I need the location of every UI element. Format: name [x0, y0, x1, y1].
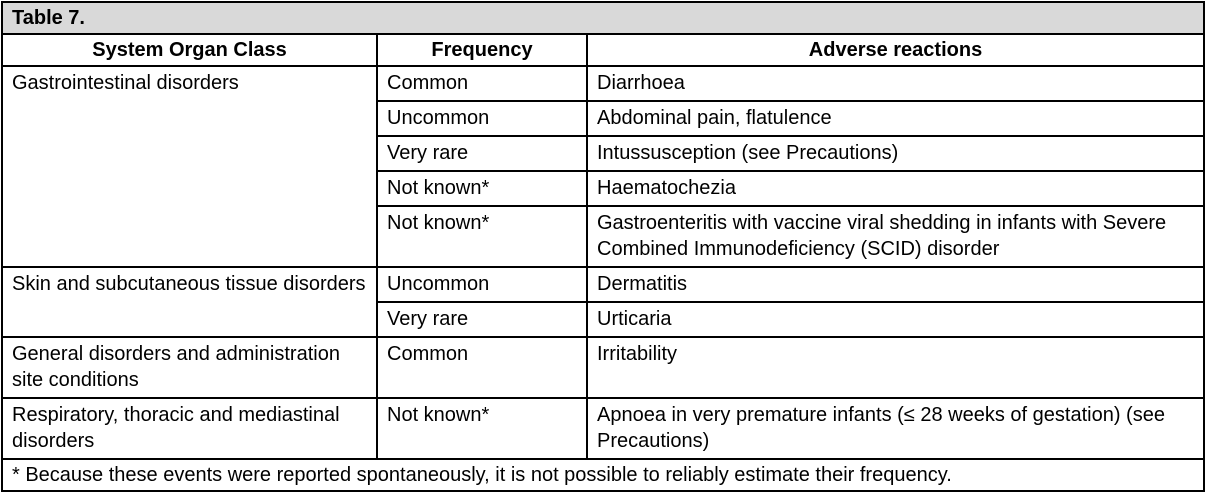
frequency-cell: Not known*	[377, 398, 587, 459]
reaction-cell: Diarrhoea	[587, 66, 1204, 101]
reaction-cell: Abdominal pain, flatulence	[587, 101, 1204, 136]
reaction-cell: Urticaria	[587, 302, 1204, 337]
frequency-cell: Very rare	[377, 302, 587, 337]
reaction-cell: Intussusception (see Precautions)	[587, 136, 1204, 171]
header-adverse-reactions: Adverse reactions	[587, 34, 1204, 66]
table-row	[2, 66, 1204, 101]
frequency-cell: Uncommon	[377, 101, 587, 136]
reaction-cell: Dermatitis	[587, 267, 1204, 302]
frequency-cell: Common	[377, 66, 587, 101]
reaction-cell: Gastroenteritis with vaccine viral shedding in infants with Severe Combined Immunodeficiency (SCID) disorder	[587, 206, 1204, 267]
reaction-cell: Irritability	[587, 337, 1204, 398]
soc-cell: Respiratory, thoracic and mediastinal disorders	[2, 398, 377, 459]
header-row	[2, 34, 1204, 66]
caption-row	[2, 2, 1204, 34]
frequency-cell: Common	[377, 337, 587, 398]
header-system-organ-class: System Organ Class	[2, 34, 377, 66]
frequency-cell: Not known*	[377, 206, 587, 267]
header-frequency: Frequency	[377, 34, 587, 66]
soc-cell: Gastrointestinal disorders	[2, 66, 377, 267]
table-footnote: * Because these events were reported spontaneously, it is not possible to reliably estimate their frequency.	[2, 459, 1204, 491]
table-caption: Table 7.	[2, 2, 1204, 34]
footnote-row	[2, 459, 1204, 491]
frequency-cell: Very rare	[377, 136, 587, 171]
soc-cell: General disorders and administration site conditions	[2, 337, 377, 398]
table-row	[2, 398, 1204, 459]
frequency-cell: Not known*	[377, 171, 587, 206]
soc-cell: Skin and subcutaneous tissue disorders	[2, 267, 377, 337]
adverse-reactions-table	[1, 1, 1205, 492]
frequency-cell: Uncommon	[377, 267, 587, 302]
reaction-cell: Haematochezia	[587, 171, 1204, 206]
table-row	[2, 337, 1204, 398]
reaction-cell: Apnoea in very premature infants (≤ 28 weeks of gestation) (see Precautions)	[587, 398, 1204, 459]
table-row	[2, 267, 1204, 302]
